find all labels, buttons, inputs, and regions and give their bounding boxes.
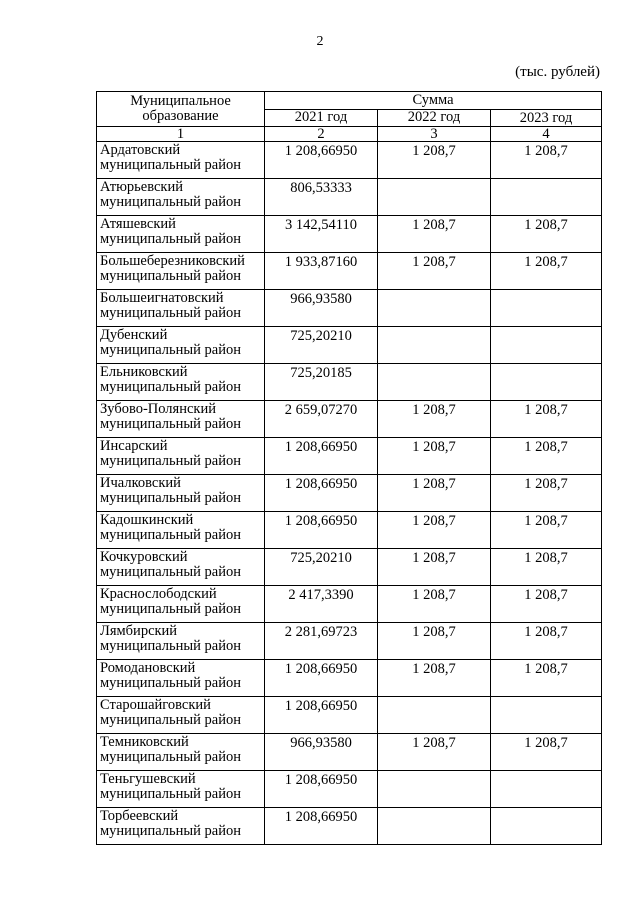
- value-2021: 1 208,66950: [265, 808, 378, 845]
- value-2023: [491, 179, 602, 216]
- table-row: [97, 808, 602, 845]
- value-2022: 1 208,7: [378, 734, 491, 771]
- value-2021: 2 281,69723: [265, 623, 378, 660]
- municipality-name: Кочкуровский муниципальный район: [97, 549, 265, 586]
- municipality-name: Теньгушевский муниципальный район: [97, 771, 265, 808]
- value-2021: 1 208,66950: [265, 771, 378, 808]
- value-2021: 2 659,07270: [265, 401, 378, 438]
- table-row: [97, 253, 602, 290]
- value-2023: 1 208,7: [491, 512, 602, 549]
- table-row: [97, 142, 602, 179]
- municipality-name: Зубово-Полянский муниципальный район: [97, 401, 265, 438]
- value-2023: [491, 364, 602, 401]
- value-2021: 1 208,66950: [265, 512, 378, 549]
- table-row: [97, 401, 602, 438]
- header-year-2023: 2023 год: [491, 109, 602, 127]
- value-2021: 3 142,54110: [265, 216, 378, 253]
- municipality-name: Кадошкинский муниципальный район: [97, 512, 265, 549]
- value-2022: 1 208,7: [378, 253, 491, 290]
- value-2023: [491, 290, 602, 327]
- value-2022: 1 208,7: [378, 623, 491, 660]
- value-2023: 1 208,7: [491, 216, 602, 253]
- value-2022: [378, 808, 491, 845]
- value-2023: 1 208,7: [491, 623, 602, 660]
- table-body: [97, 142, 602, 845]
- value-2023: [491, 697, 602, 734]
- value-2023: 1 208,7: [491, 401, 602, 438]
- value-2022: [378, 771, 491, 808]
- subsidy-table: [96, 91, 602, 845]
- value-2022: 1 208,7: [378, 142, 491, 179]
- value-2022: [378, 327, 491, 364]
- value-2021: 725,20185: [265, 364, 378, 401]
- value-2023: 1 208,7: [491, 438, 602, 475]
- value-2021: 966,93580: [265, 290, 378, 327]
- value-2023: 1 208,7: [491, 586, 602, 623]
- value-2023: 1 208,7: [491, 549, 602, 586]
- value-2021: 1 208,66950: [265, 697, 378, 734]
- municipality-name: Большеигнатовский муниципальный район: [97, 290, 265, 327]
- units-label: (тыс. рублей): [515, 64, 600, 80]
- table-row: [97, 512, 602, 549]
- municipality-name: Лямбирский муниципальный район: [97, 623, 265, 660]
- value-2023: 1 208,7: [491, 734, 602, 771]
- table-row: [97, 549, 602, 586]
- value-2021: 1 208,66950: [265, 660, 378, 697]
- value-2022: 1 208,7: [378, 660, 491, 697]
- header-year-2022: 2022 год: [378, 109, 491, 127]
- value-2023: 1 208,7: [491, 253, 602, 290]
- page-number: 2: [316, 34, 324, 49]
- table-row: [97, 697, 602, 734]
- municipality-name: Темниковский муниципальный район: [97, 734, 265, 771]
- table-row: [97, 179, 602, 216]
- municipality-name: Ардатовский муниципальный район: [97, 142, 265, 179]
- municipality-name: Атюрьевский муниципальный район: [97, 179, 265, 216]
- value-2022: 1 208,7: [378, 401, 491, 438]
- table-row: [97, 771, 602, 808]
- value-2021: 725,20210: [265, 327, 378, 364]
- value-2022: [378, 697, 491, 734]
- value-2022: 1 208,7: [378, 549, 491, 586]
- value-2021: 1 208,66950: [265, 438, 378, 475]
- table-row: [97, 586, 602, 623]
- header-sum: Сумма: [265, 92, 602, 110]
- column-number: 2: [265, 127, 378, 142]
- table-row: [97, 327, 602, 364]
- value-2021: 725,20210: [265, 549, 378, 586]
- municipality-name: Краснослободский муниципальный район: [97, 586, 265, 623]
- value-2021: 1 208,66950: [265, 475, 378, 512]
- column-number: 4: [491, 127, 602, 142]
- value-2023: [491, 327, 602, 364]
- municipality-name: Ромодановский муниципальный район: [97, 660, 265, 697]
- table-row: [97, 660, 602, 697]
- value-2022: 1 208,7: [378, 438, 491, 475]
- table-row: [97, 475, 602, 512]
- value-2022: [378, 364, 491, 401]
- municipality-name: Ичалковский муниципальный район: [97, 475, 265, 512]
- column-number: 1: [97, 127, 265, 142]
- municipality-name: Ельниковский муниципальный район: [97, 364, 265, 401]
- municipality-name: Дубенский муниципальный район: [97, 327, 265, 364]
- value-2023: 1 208,7: [491, 475, 602, 512]
- value-2022: 1 208,7: [378, 475, 491, 512]
- municipality-name: Торбеевский муниципальный район: [97, 808, 265, 845]
- municipality-name: Инсарский муниципальный район: [97, 438, 265, 475]
- municipality-name: Большеберезниковский муниципальный район: [97, 253, 265, 290]
- table-row: [97, 216, 602, 253]
- table-row: [97, 438, 602, 475]
- value-2023: 1 208,7: [491, 142, 602, 179]
- value-2023: [491, 808, 602, 845]
- value-2022: 1 208,7: [378, 586, 491, 623]
- value-2021: 806,53333: [265, 179, 378, 216]
- municipality-name: Старошайговский муниципальный район: [97, 697, 265, 734]
- value-2021: 1 208,66950: [265, 142, 378, 179]
- value-2021: 1 933,87160: [265, 253, 378, 290]
- table-row: [97, 364, 602, 401]
- value-2022: [378, 290, 491, 327]
- header-municipality: Муниципальное образование: [97, 92, 265, 127]
- table-row: [97, 623, 602, 660]
- value-2022: 1 208,7: [378, 216, 491, 253]
- value-2022: [378, 179, 491, 216]
- column-number: 3: [378, 127, 491, 142]
- value-2023: [491, 771, 602, 808]
- value-2023: 1 208,7: [491, 660, 602, 697]
- table-row: [97, 734, 602, 771]
- municipality-name: Атяшевский муниципальный район: [97, 216, 265, 253]
- header-year-2021: 2021 год: [265, 109, 378, 127]
- value-2021: 2 417,3390: [265, 586, 378, 623]
- value-2021: 966,93580: [265, 734, 378, 771]
- table-row: [97, 290, 602, 327]
- value-2022: 1 208,7: [378, 512, 491, 549]
